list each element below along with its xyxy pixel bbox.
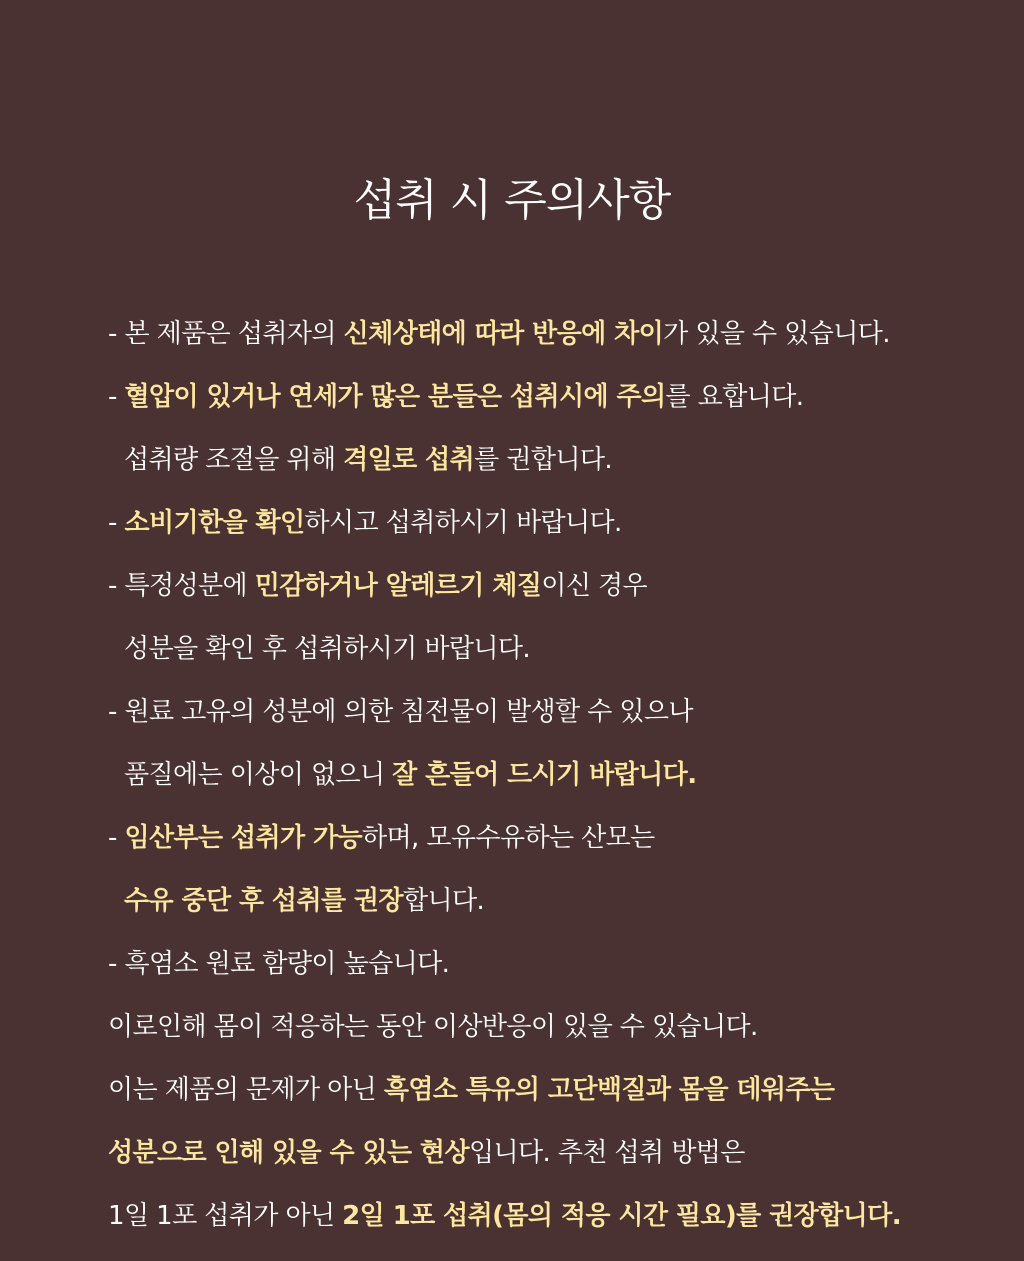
- highlight-text: 혈압이 있거나 연세가 많은 분들은 섭취시에 주의: [124, 382, 666, 412]
- body-text: - 흑염소 원료 함량이 높습니다.: [108, 949, 450, 979]
- body-text: 를 권합니다.: [474, 445, 613, 475]
- body-text: 섭취량 조절을 위해: [124, 445, 344, 475]
- body-text: 이신 경우: [541, 571, 648, 601]
- highlight-text: 흑염소 특유의 고단백질과 몸을 데워주는: [383, 1075, 835, 1105]
- highlight-text: 격일로 섭취: [343, 445, 475, 475]
- body-text: 성분을 확인 후 섭취하시기 바랍니다.: [124, 634, 531, 664]
- caution-line: [108, 1009, 988, 1072]
- body-text: -: [108, 823, 125, 853]
- caution-line: [108, 1198, 988, 1261]
- body-text: -: [108, 508, 125, 538]
- highlight-text: 신체상태에 따라 반응에 차이: [343, 319, 664, 349]
- body-text: - 원료 고유의 성분에 의한 침전물이 발생할 수 있으나: [108, 697, 693, 727]
- highlight-text: 민감하거나 알레르기 체질: [254, 571, 542, 601]
- caution-list: [108, 316, 988, 1261]
- body-text: 하시고 섭취하시기 바랍니다.: [304, 508, 622, 538]
- caution-line: [108, 316, 988, 379]
- caution-line: [108, 505, 988, 568]
- body-text: 이는 제품의 문제가 아닌: [108, 1075, 384, 1105]
- body-text: - 특정성분에: [108, 571, 255, 601]
- highlight-text: 수유 중단 후 섭취를 권장: [124, 886, 403, 916]
- caution-line: [108, 379, 988, 442]
- body-text: 하며, 모유수유하는 산모는: [362, 823, 655, 853]
- caution-line: [108, 631, 988, 694]
- caution-line: [108, 1135, 988, 1198]
- highlight-text: 성분으로 인해 있을 수 있는 현상: [108, 1138, 469, 1168]
- body-text: 를 요합니다.: [665, 382, 804, 412]
- caution-line: [108, 442, 988, 505]
- caution-line: [108, 820, 988, 883]
- body-text: 품질에는 이상이 없으니: [124, 760, 393, 790]
- page-title: 섭취 시 주의사항: [353, 175, 671, 227]
- highlight-text: 임산부는 섭취가 가능: [124, 823, 363, 853]
- body-text: - 본 제품은 섭취자의: [108, 319, 344, 349]
- caution-line: [108, 568, 988, 631]
- body-text: 이로인해 몸이 적응하는 동안 이상반응이 있을 수 있습니다.: [108, 1012, 758, 1042]
- caution-line: [108, 694, 988, 757]
- body-text: -: [108, 382, 125, 412]
- caution-line: [108, 757, 988, 820]
- body-text: 1일 1포 섭취가 아닌: [108, 1201, 343, 1231]
- body-text: 가 있을 수 있습니다.: [663, 319, 890, 349]
- caution-line: [108, 946, 988, 1009]
- body-text: 합니다.: [402, 886, 485, 916]
- caution-line: [108, 883, 988, 946]
- body-text: 입니다. 추천 섭취 방법은: [468, 1138, 745, 1168]
- highlight-text: 2일 1포 섭취(몸의 적응 시간 필요)를 권장합니다.: [342, 1201, 901, 1231]
- highlight-text: 소비기한을 확인: [124, 508, 305, 538]
- caution-line: [108, 1072, 988, 1135]
- highlight-text: 잘 흔들어 드시기 바랍니다.: [392, 760, 697, 790]
